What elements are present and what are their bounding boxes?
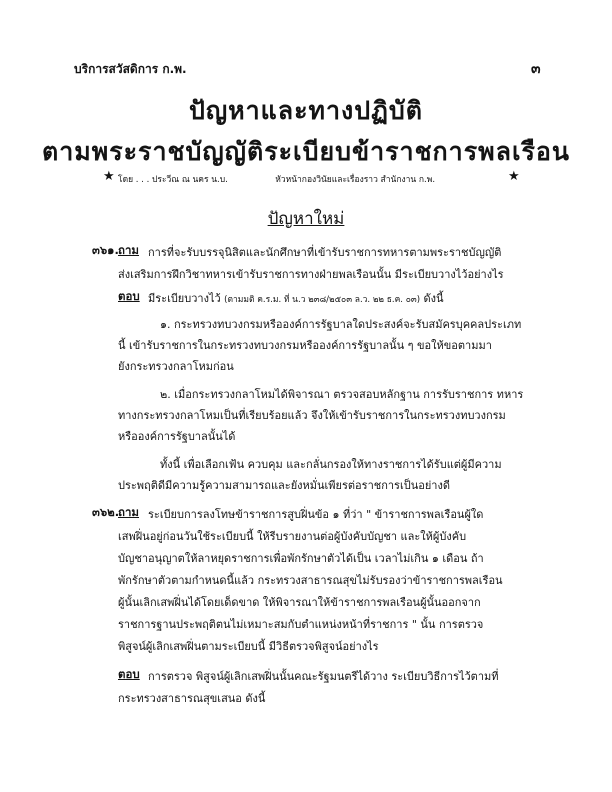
star-icon-left: ★ [103,169,115,184]
question-text-line: ราชการฐานประพฤติตนไม่เหมาะสมกับตำแหน่งหน้าที่ราชการ " นั้น การตรวจ [118,618,484,631]
answer-text-line: กระทรวงสาธารณสุขเสนอ ดังนี้ [118,692,266,705]
section-title: ปัญหาใหม่ [267,209,345,229]
running-header: บริการสวัสดิการ ก.พ. [74,62,187,76]
question-text-line: การที่จะรับบรรจุนิสิตและนักศึกษาที่เข้ารับราชการทหารตามพระราชบัญญัติ [148,246,502,259]
question-text-line: ผู้นั้นเลิกเสพฝิ่นได้โดยเด็ดขาด ให้พิจารณาให้ข้าราชการพลเรือนผู้นั้นออกจาก [118,596,481,609]
answer-paragraph-line: ทางกระทรวงกลาโหมเป็นที่เรียบร้อยแล้ว จึงให้เข้ารับราชการในกระทรวงทบวงกรม [118,409,506,422]
answer-label: ตอบ [118,289,140,303]
question-text-line: บัญชาอนุญาตให้ลาหยุดราชการเพื่อพักรักษาตัวได้เป็น เวลาไม่เกิน ๑ เดือน ถ้า [118,552,484,565]
answer-intro: มีระเบียบวางไว้ [148,292,221,305]
star-icon-right: ★ [508,169,520,184]
question-number: ๓๖๒. [92,505,120,519]
answer-paragraph-line: ยังกระทรวงกลาโหมก่อน [118,360,234,373]
question-label: ถาม [118,505,140,519]
answer-intro-tail: ดังนี้ [423,292,444,305]
question-label: ถาม [118,243,140,257]
question-text-line: ระเบียบการลงโทษข้าราชการสูบฝิ่นข้อ ๑ ที่ว่า " ข้าราชการพลเรือนผู้ใด [148,508,484,521]
answer-paragraph-line: ประพฤติดีมีความรู้ความสามารถและยังหมั่นเพียรต่อราชการเป็นอย่างดี [118,479,450,492]
article-title-line2: ตามพระราชบัญญัติระเบียบข้าราชการพลเรือน [41,137,571,166]
question-text-line: พักรักษาตัวตามกำหนดนี้แล้ว กระทรวงสาธารณสุขไม่รับรองว่าข้าราชการพลเรือน [118,574,503,587]
byline-author-position: หัวหน้ากองวินัยและเรื่องราว สำนักงาน ก.พ. [275,175,436,185]
question-number: ๓๖๑. [92,243,119,257]
answer-paragraph-line: นี้ เข้ารับราชการในกระทรวงทบวงกรมหรือองค์การรัฐบาลนั้น ๆ ขอให้ขอตามมา [118,339,492,352]
question-text-line: เสพฝิ่นอยู่ก่อนวันใช้ระเบียบนี้ ให้รีบรายงานต่อผู้บังคับบัญชา และให้ผู้บังคับ [118,530,467,543]
answer-text-line: การตรวจ พิสูจน์ผู้เลิกเสพฝิ่นนั้นคณะรัฐมนตรีได้วาง ระเบียบวิธีการไว้ตามที่ [148,670,499,683]
article-title-line1: ปัญหาและทางปฏิบัติ [188,96,424,125]
page-number: ๓ [531,61,541,77]
answer-paragraph-line: ๒. เมื่อกระทรวงกลาโหมได้พิจารณา ตรวจสอบหลักฐาน การรับราชการ ทหาร [160,388,524,401]
answer-paragraph-line: หรือองค์การรัฐบาลนั้นได้ [118,430,236,443]
answer-paragraph-line: ทั้งนี้ เพื่อเลือกเฟ้น ควบคุม และกลั่นกรองให้ทางราชการได้รับแต่ผู้มีความ [160,458,502,471]
question-text-line: พิสูจน์ผู้เลิกเสพฝิ่นตามระเบียบนี้ มีวิธีตรวจพิสูจน์อย่างไร [118,640,379,653]
answer-reference: (ตามมติ ค.ร.ม. ที่ น.ว ๒๓๘/๒๕๐๓ ล.ว. ๒๒ ธ.ค. ๐๓) [224,295,421,305]
byline-author [118,172,435,186]
answer-paragraph-line: ๑. กระทรวงทบวงกรมหรือองค์การรัฐบาลใดประสงค์จะรับสมัครบุคคลประเภท [160,318,522,331]
answer-label: ตอบ [118,667,140,681]
byline-author-name: โดย . . . ประวีณ ณ นคร น.บ. [118,175,228,185]
answer-text-line [148,289,444,307]
question-text-line: ส่งเสริมการฝึกวิชาทหารเข้ารับราชการทางฝ่ายพลเรือนนั้น มีระเบียบวางไว้อย่างไร [118,268,504,281]
